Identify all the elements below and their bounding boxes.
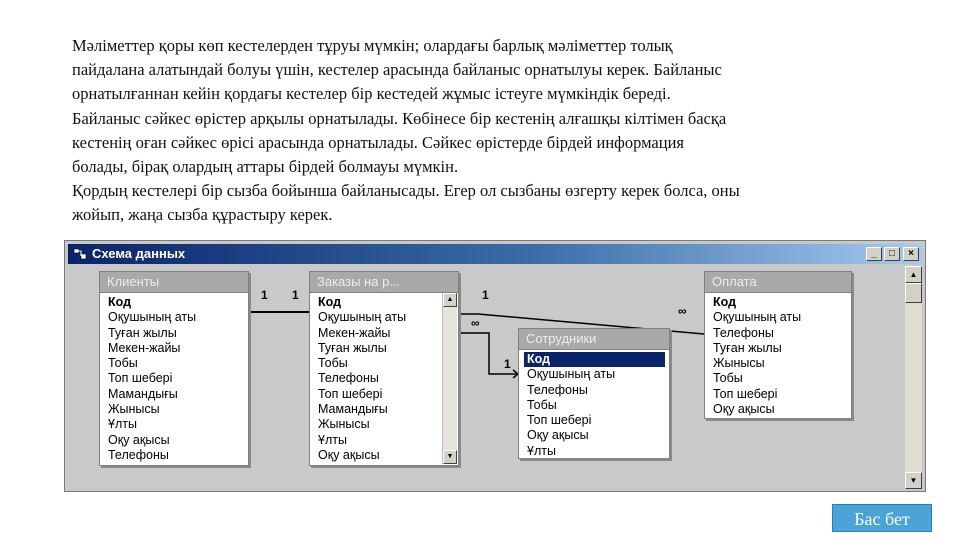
scroll-up-icon[interactable]: ▲ bbox=[443, 293, 457, 307]
minimize-button[interactable]: _ bbox=[866, 247, 882, 261]
paragraph-line: жойып, жаңа сызба құрастыру керек. bbox=[72, 205, 333, 225]
field-item[interactable]: Ұлты bbox=[108, 417, 137, 432]
field-item[interactable]: Туған жылы bbox=[318, 340, 387, 355]
field-item[interactable]: Код bbox=[713, 295, 737, 309]
field-item[interactable]: Жынысы bbox=[318, 417, 370, 432]
field-item[interactable]: Тобы bbox=[318, 356, 348, 371]
field-item[interactable]: Телефоны bbox=[713, 325, 774, 340]
window-title: Схема данных bbox=[92, 246, 186, 261]
field-item[interactable]: Оқу ақысы bbox=[527, 428, 589, 443]
field-item[interactable]: Жынысы bbox=[713, 356, 765, 371]
relation-label-many: ∞ bbox=[471, 316, 480, 330]
field-item[interactable]: Оқу ақысы bbox=[713, 402, 775, 417]
field-item[interactable]: Телефоны bbox=[318, 371, 379, 386]
table-title[interactable]: Оплата bbox=[705, 272, 851, 293]
scroll-thumb[interactable] bbox=[905, 283, 922, 303]
field-list bbox=[310, 293, 458, 463]
field-list bbox=[519, 350, 669, 459]
field-item[interactable]: Топ шебері bbox=[527, 413, 592, 428]
field-item[interactable]: Оқушының аты bbox=[108, 310, 197, 325]
relation-label-one: 1 bbox=[292, 288, 299, 302]
relation-label-many: ∞ bbox=[678, 304, 687, 318]
paragraph-line: орнатылғаннан кейін қордағы кестелер бір кестедей жұмыс істеуге мүмкіндік береді. bbox=[72, 84, 671, 104]
relationships-app-icon[interactable] bbox=[73, 247, 87, 261]
home-button[interactable]: Бас бет bbox=[832, 504, 932, 532]
paragraph-line: болады, бірақ олардың аттары бірдей болмауы мүмкін. bbox=[72, 157, 459, 177]
scroll-up-icon[interactable]: ▲ bbox=[905, 266, 922, 283]
close-button[interactable]: × bbox=[903, 247, 919, 261]
field-item[interactable]: Топ шебері bbox=[713, 386, 778, 401]
window-title-bar[interactable] bbox=[68, 244, 922, 264]
field-item[interactable]: Телефоны bbox=[108, 447, 169, 462]
field-item[interactable]: Код bbox=[108, 295, 132, 309]
description-text bbox=[72, 34, 902, 228]
field-item[interactable]: Топ шебері bbox=[318, 386, 383, 401]
field-item[interactable]: Тобы bbox=[108, 356, 138, 371]
field-item[interactable]: Мамандығы bbox=[318, 402, 388, 417]
table-title[interactable]: Сотрудники bbox=[519, 329, 669, 350]
field-item[interactable]: Мекен-жайы bbox=[108, 340, 181, 355]
paragraph-line: Байланыс сәйкес өрістер арқылы орнатылады. Көбінесе бір кестенің алғашқы кілтімен басқа bbox=[72, 108, 727, 128]
field-list bbox=[705, 293, 851, 417]
table-orders[interactable] bbox=[309, 271, 459, 466]
relation-label-one: 1 bbox=[261, 288, 268, 302]
field-list bbox=[100, 293, 248, 463]
field-item[interactable]: Оқушының аты bbox=[527, 367, 616, 382]
field-item[interactable]: Жынысы bbox=[108, 402, 160, 417]
field-item[interactable]: Код bbox=[318, 295, 342, 309]
table-staff[interactable] bbox=[518, 328, 670, 459]
table-title[interactable]: Заказы на р... bbox=[310, 272, 458, 293]
field-item[interactable]: Мекен-жайы bbox=[318, 325, 391, 340]
field-item[interactable]: Телефоны bbox=[527, 382, 588, 397]
field-item-selected[interactable]: Код bbox=[524, 352, 665, 367]
scroll-down-icon[interactable]: ▼ bbox=[905, 472, 922, 489]
relationships-window bbox=[64, 240, 926, 492]
field-item[interactable]: Ұлты bbox=[527, 443, 556, 458]
paragraph-line: пайдалана алатындай болуы үшін, кестелер арасында байланыс орнатылуы керек. Байланыс bbox=[72, 60, 722, 80]
field-item[interactable]: Оқу ақысы bbox=[318, 447, 380, 462]
maximize-button[interactable]: □ bbox=[884, 247, 900, 261]
field-item[interactable]: Топ шебері bbox=[108, 371, 173, 386]
field-item[interactable]: Оқушының аты bbox=[318, 310, 407, 325]
scroll-down-icon[interactable]: ▼ bbox=[443, 450, 457, 464]
paragraph-line: Мәліметтер қоры көп кестелерден тұруы мүмкін; олардағы барлық мәліметтер толық bbox=[72, 36, 673, 55]
field-item[interactable]: Тобы bbox=[713, 371, 743, 386]
table-scrollbar[interactable] bbox=[442, 293, 457, 464]
relation-label-one: 1 bbox=[482, 288, 489, 302]
field-item[interactable]: Оқу ақысы bbox=[108, 432, 170, 447]
window-scrollbar[interactable] bbox=[905, 266, 922, 489]
field-item[interactable]: Мамандығы bbox=[108, 386, 178, 401]
table-clients[interactable] bbox=[99, 271, 249, 466]
paragraph-line: Қордың кестелері бір сызба бойынша байланысады. Егер ол сызбаны өзгерту керек болса, оны bbox=[72, 181, 740, 201]
table-title[interactable]: Клиенты bbox=[100, 272, 248, 293]
field-item[interactable]: Туған жылы bbox=[713, 340, 782, 355]
relationships-canvas[interactable] bbox=[68, 266, 910, 489]
field-item[interactable]: Туған жылы bbox=[108, 325, 177, 340]
relation-label-one: 1 bbox=[504, 357, 511, 371]
field-item[interactable]: Ұлты bbox=[318, 432, 347, 447]
field-item[interactable]: Тобы bbox=[527, 397, 557, 412]
field-item[interactable]: Оқушының аты bbox=[713, 310, 802, 325]
table-payment[interactable] bbox=[704, 271, 852, 419]
paragraph-line: кестенің оған сәйкес өрісі арасында орнатылады. Сәйкес өрістерде бірдей информация bbox=[72, 132, 684, 152]
